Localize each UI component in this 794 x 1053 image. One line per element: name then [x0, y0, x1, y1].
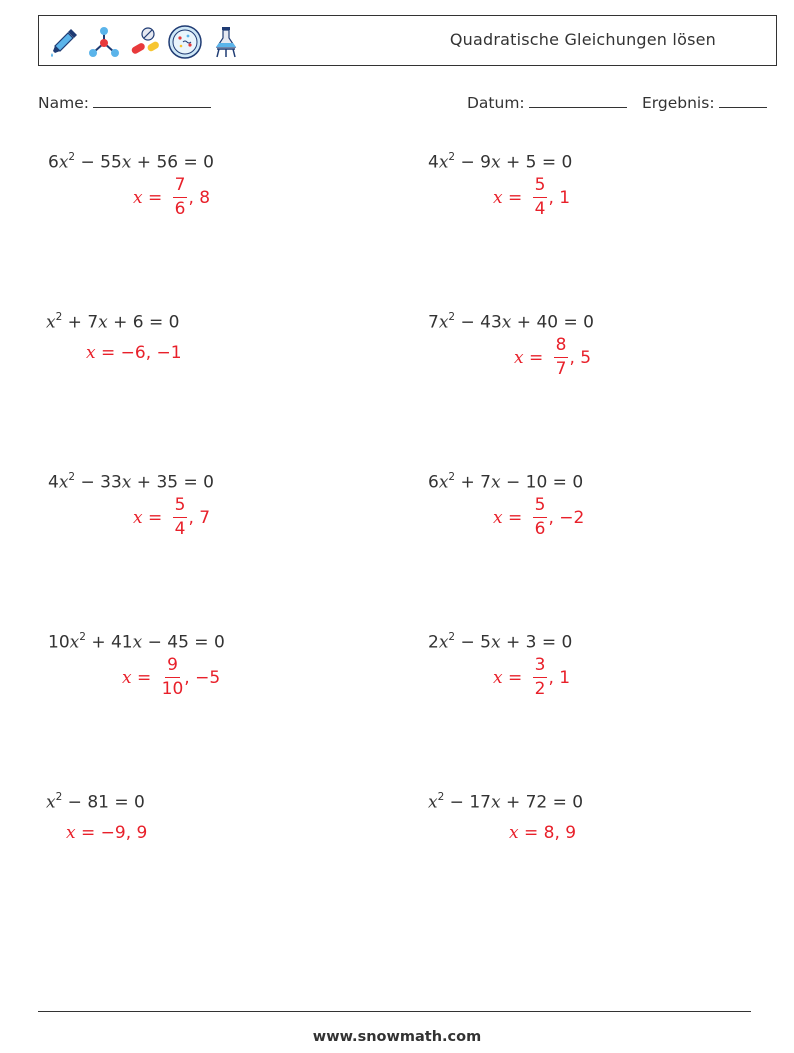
answer-fraction: $\frac{5}{4}$ — [174, 495, 186, 539]
pills-icon — [127, 25, 161, 59]
name-field — [38, 93, 211, 112]
answer-fraction: $\frac{5}{4}$ — [534, 175, 546, 219]
footer-url: www.snowmath.com — [312, 1029, 482, 1045]
answer-fraction: $\frac{5}{6}$ — [534, 495, 546, 539]
problem-answer: x = $\frac{8}{7}$ , 5 — [514, 335, 592, 379]
result-label: Ergebnis: — [642, 94, 715, 112]
answer-fraction: $\frac{8}{7}$ — [555, 335, 567, 379]
problem-answer: x = $\frac{5}{6}$ , −2 — [493, 495, 585, 539]
problem-equation: $4x^2 - 33x + 35 = 0$ — [48, 471, 214, 493]
name-line[interactable] — [93, 93, 211, 108]
problem-equation: $6x^2 - 55x + 56 = 0$ — [48, 151, 214, 173]
problem-answer: x = $\frac{5}{4}$ , 7 — [133, 495, 211, 539]
problem-answer: x = $\frac{9}{10}$ , −5 — [122, 655, 221, 699]
problem-equation: $6x^2 + 7x - 10 = 0$ — [428, 471, 584, 493]
problem-answer: x = $\frac{7}{6}$ , 8 — [133, 175, 211, 219]
problem-equation: $2x^2 - 5x + 3 = 0$ — [428, 631, 573, 653]
dropper-icon — [47, 25, 81, 59]
problem-equation: $x^2 - 17x + 72 = 0$ — [428, 791, 584, 813]
flask-icon — [209, 25, 243, 59]
problem-answer: x = −6, −1 — [86, 343, 182, 363]
worksheet-title: Quadratische Gleichungen lösen — [449, 30, 716, 49]
problem-answer: x = $\frac{5}{4}$ , 1 — [493, 175, 571, 219]
problem-answer: x = −9, 9 — [66, 823, 148, 843]
result-field — [642, 93, 767, 112]
problem-equation: $x^2 - 81 = 0$ — [46, 791, 145, 813]
name-label: Name: — [38, 94, 89, 112]
petri-dish-icon — [167, 24, 203, 60]
footer-divider — [38, 1011, 751, 1012]
molecule-icon — [87, 25, 121, 59]
date-line[interactable] — [529, 93, 627, 108]
problem-equation: $10x^2 + 41x - 45 = 0$ — [48, 631, 225, 653]
problem-answer: x = 8, 9 — [509, 823, 577, 843]
date-label: Datum: — [467, 94, 525, 112]
date-field — [467, 93, 627, 112]
header-icons — [47, 22, 243, 62]
header-box — [38, 15, 777, 66]
answer-fraction: $\frac{3}{2}$ — [534, 655, 546, 699]
problem-equation: $x^2 + 7x + 6 = 0$ — [46, 311, 180, 333]
result-line[interactable] — [719, 93, 767, 108]
problem-equation: $7x^2 - 43x + 40 = 0$ — [428, 311, 594, 333]
problem-equation: $4x^2 - 9x + 5 = 0$ — [428, 151, 573, 173]
answer-fraction: $\frac{7}{6}$ — [174, 175, 186, 219]
answer-fraction: $\frac{9}{10}$ — [161, 655, 184, 699]
problem-answer: x = $\frac{3}{2}$ , 1 — [493, 655, 571, 699]
